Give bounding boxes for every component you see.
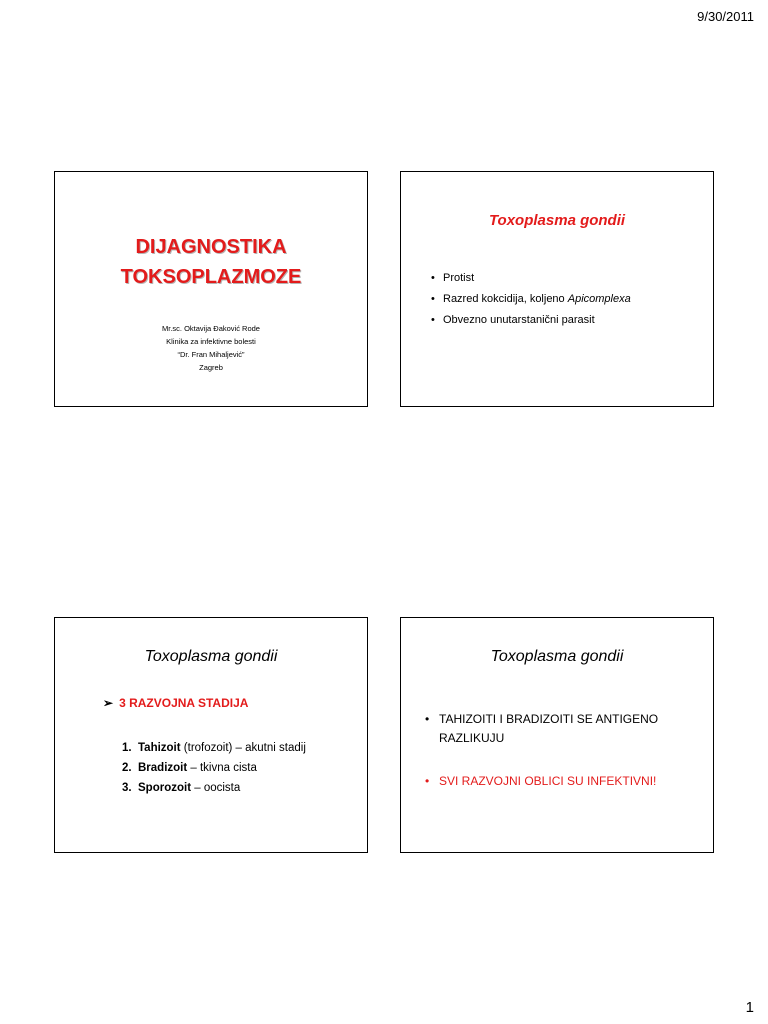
list-item: • Protist bbox=[431, 268, 631, 289]
slide-title-page bbox=[54, 171, 368, 407]
list-item: 1. Tahizoit (trofozoit) – akutni stadij bbox=[122, 742, 306, 754]
presentation-title-line1: DIJAGNOSTIKA bbox=[135, 236, 287, 258]
list-item: 2. Bradizoit – tkivna cista bbox=[122, 762, 257, 774]
city: Zagreb bbox=[199, 363, 223, 372]
bullet-list bbox=[431, 268, 631, 331]
slide-title: Toxoplasma gondii bbox=[490, 648, 624, 665]
author: Mr.sc. Oktavija Đaković Rode bbox=[162, 324, 260, 333]
arrow-bullet-icon: ➢ bbox=[103, 696, 114, 710]
slide-development-stages bbox=[54, 617, 368, 853]
list-item: • Razred kokcidija, koljeno Apicomplexa bbox=[431, 289, 631, 310]
credits bbox=[55, 322, 367, 374]
slide-title: Toxoplasma gondii bbox=[144, 648, 278, 665]
page-number: 1 bbox=[745, 999, 754, 1016]
affiliation-clinic: Klinika za infektivne bolesti bbox=[166, 337, 256, 346]
list-item: 3. Sporozoit – oocista bbox=[122, 782, 241, 794]
slide-toxoplasma-overview bbox=[400, 171, 714, 407]
affiliation-name: “Dr. Fran Mihaljević” bbox=[177, 350, 245, 359]
bullet-icon: • bbox=[425, 712, 430, 726]
bullet-icon: • bbox=[431, 272, 435, 284]
list-item: • TAHIZOITI I BRADIZOITI SE ANTIGENO RAZLIKUJU bbox=[425, 712, 659, 745]
section-heading: ➢ 3 RAZVOJNA STADIJA bbox=[103, 696, 249, 710]
print-date: 9/30/2011 bbox=[697, 9, 754, 24]
slide-title: Toxoplasma gondii bbox=[488, 212, 626, 229]
bullet-icon: • bbox=[431, 293, 435, 305]
stages-list bbox=[122, 738, 306, 798]
bullet-icon: • bbox=[431, 314, 435, 326]
bullet-icon: • bbox=[425, 774, 430, 788]
slide-antigen-info bbox=[400, 617, 714, 853]
list-item-highlight: • SVI RAZVOJNI OBLICI SU INFEKTIVNI! bbox=[425, 772, 699, 791]
list-item: • Obvezno unutarstanični parasit bbox=[431, 310, 631, 331]
presentation-title-line2: TOKSOPLAZMOZE bbox=[120, 266, 302, 288]
